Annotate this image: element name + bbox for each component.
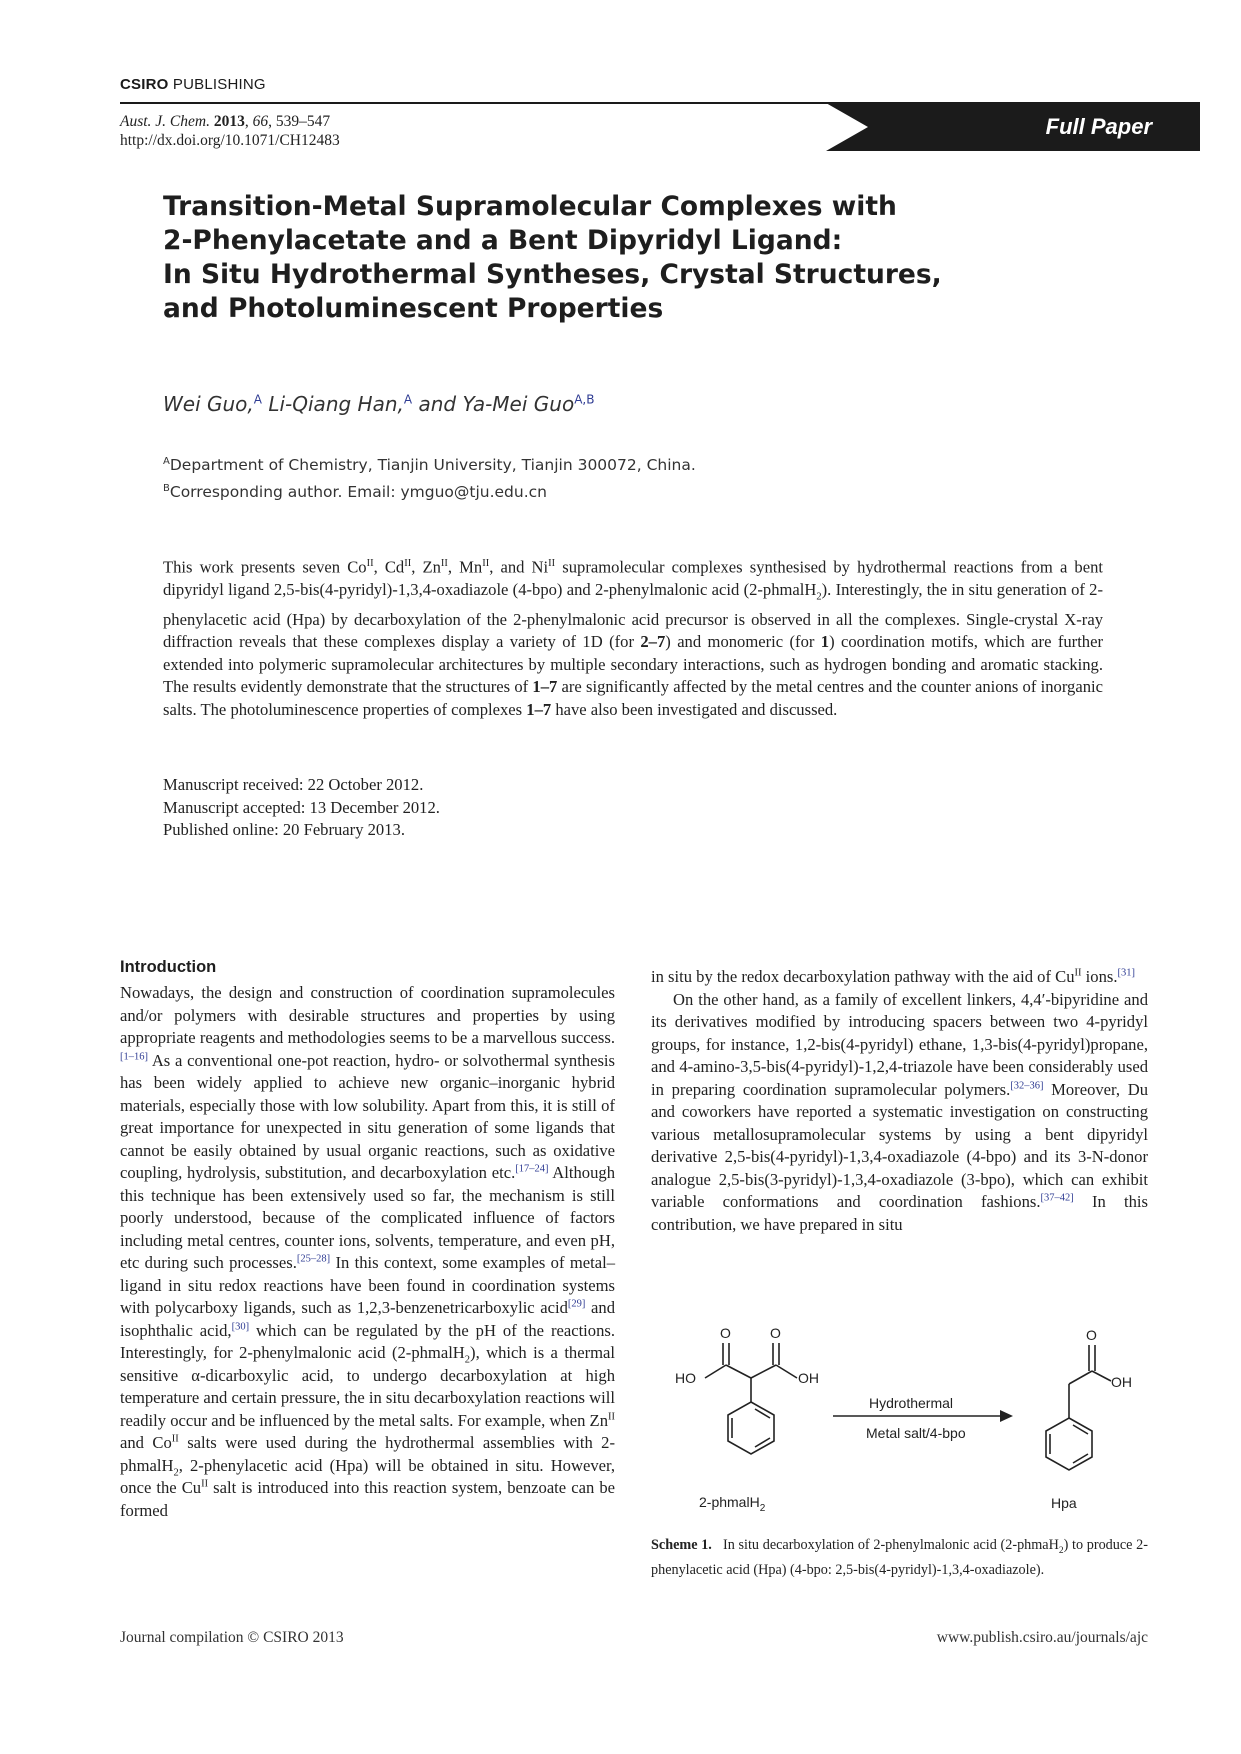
abstract: This work presents seven $Co^{II}$, $Cd^{II}$, $Zn^{II}$, $Mn^{II}$, and $Ni^{II}$ supramolecular complexes synthesised by hydrothermal reactions from a bent dipyridyl ligand 2,5-bis(4-pyridyl)-1,3,4-oxadiazole (4-bpo) and 2-phenylmalonic acid (2-phmalH$_2$). Interestingly, the in situ generation of 2-phenylacetic acid (Hpa) by decarboxylation of the 2-phenylmalonic acid precursor is observed in all the complexes. Single-crystal X-ray diffraction reveals that these complexes display a variety of 1D (for 2–7) and monomeric (for 1) coordination motifs, which are further extended into polymeric supramolecular architectures by multiple secondary interactions, such as hydrogen bonding and aromatic stacking. The results evidently demonstrate that the structures of 1–7 are significantly affected by the metal centres and the counter anions of inorganic salts. The photoluminescence properties of complexes 1–7 have also been investigated and discussed.	[163, 557, 1103, 719]
scheme-caption: Scheme 1. In situ decarboxylation of 2-phenylmalonic acid (2-phmaH$_2$) to produce 2-phenylacetic acid (Hpa) (4-bpo: 2,5-bis(4-pyridyl)-1,3,4-oxadiazole).	[651, 1537, 1148, 1578]
date-received: Manuscript received: 22 October 2012.	[163, 775, 424, 794]
author: and Ya-Mei Guo	[418, 392, 575, 416]
title-line: and Photoluminescent Properties	[163, 293, 664, 324]
manuscript-dates	[163, 774, 440, 842]
paragraph: Nowadays, the design and construction of coordination supramolecules and/or polymers with desirable structures and properties by using appropriate reagents and methodologies seems to be a marvellous success.[1–16] As a conventional one-pot reaction, hydro- or solvothermal synthesis has been widely applied to achieve new organic–inorganic hybrid materials, especially those with low solubility. Apart from this, it is still of great importance for unexpected in situ generation of some ligands that cannot be easily obtained by usual organic reactions, such as oxidative coupling, hydrolysis, substitution, and decarboxylation etc.[17–24] Although this technique has been extensively used so far, the mechanism is still poorly understood, because of the complicated influence of factors including metal centres, counter ions, solvents, temperature, and even pH, etc during such processes.[25–28] In this context, some examples of metal–ligand in situ redox reactions have been found in coordination systems with polycarboxy ligands, such as 1,2,3-benzenetricarboxylic acid[29] and isophthalic acid,[30] which can be regulated by the pH of the reactions. Interestingly, for 2-phenylmalonic acid (2-phmalH$_2$), which is a thermal sensitive α-dicarboxylic acid, to undergo decarboxylation at high temperature and certain pressure, the in situ decarboxylation reactions will readily occur and be influenced by the metal salts. For example, when $Zn^{II}$ and $Co^{II}$ salts were used during the hydrothermal assemblies with 2-phmalH$_2$, 2-phenylacetic acid (Hpa) will be obtained in situ. However, once the $Cu^{II}$ salt is introduced into this reaction system, benzoate can be formed	[120, 983, 616, 1520]
affiliation-mark[interactable]: A	[403, 392, 413, 407]
author: Li-Qiang Han,	[268, 392, 404, 416]
product-label: Hpa	[1051, 1495, 1077, 1511]
author: Wei Guo,	[163, 392, 254, 416]
title-line: Transition-Metal Supramolecular Complexes with	[163, 191, 897, 222]
citation-link[interactable]: [1–16]	[120, 1050, 148, 1062]
affiliation-mark[interactable]: A	[253, 392, 262, 407]
date-online: Published online: 20 February 2013.	[163, 820, 405, 839]
article-type-label: Full Paper	[1045, 114, 1152, 139]
citation-link[interactable]: [32–36]	[1010, 1079, 1044, 1091]
footer-url[interactable]: www.publish.csiro.au/journals/ajc	[936, 1629, 1148, 1646]
citation-link[interactable]: [30]	[231, 1320, 250, 1332]
paragraph: in situ by the redox decarboxylation pathway with the aid of $Cu^{II}$ ions.[31]	[651, 967, 1135, 986]
citation-link[interactable]: [25–28]	[296, 1253, 331, 1265]
citation-link[interactable]: [17–24]	[515, 1163, 549, 1175]
citation-link[interactable]: [31]	[1117, 967, 1135, 979]
arrow-condition-top: Hydrothermal	[869, 1395, 954, 1411]
author-list	[163, 392, 594, 416]
paper-title	[163, 190, 942, 326]
affiliation-mark[interactable]: A,B	[574, 392, 595, 407]
hydroxyl-label: HO	[675, 1370, 696, 1386]
hydroxyl-label: OH	[798, 1370, 819, 1386]
publisher-name: CSIRO PUBLISHING	[120, 76, 266, 93]
body-column-right	[651, 966, 1148, 1236]
affiliation-b: $^B$Corresponding author. Email: ymguo@tju.edu.cn	[163, 483, 547, 502]
footer-copyright: Journal compilation © CSIRO 2013	[120, 1629, 344, 1646]
section-heading: Introduction	[120, 958, 217, 976]
arrowhead	[1000, 1410, 1013, 1422]
body-column-left	[120, 982, 615, 1522]
hydroxyl-label: OH	[1111, 1374, 1132, 1390]
citation-link[interactable]: [37–42]	[1040, 1192, 1074, 1204]
reactant-label: 2-phmalH$_2$	[699, 1494, 766, 1514]
date-accepted: Manuscript accepted: 13 December 2012.	[163, 797, 440, 817]
arrow-condition-bottom: Metal salt/4-bpo	[866, 1425, 966, 1441]
journal-citation: Aust. J. Chem. 2013, 66, 539–547 http://dx.doi.org/10.1071/CH12483	[120, 113, 340, 149]
scheme-figure	[651, 1318, 1151, 1518]
reaction-scheme	[651, 1318, 1151, 1518]
citation-link[interactable]: [29]	[567, 1298, 586, 1310]
doi-link[interactable]: http://dx.doi.org/10.1071/CH12483	[120, 132, 340, 149]
article-type-banner	[826, 103, 1200, 151]
title-line: In Situ Hydrothermal Syntheses, Crystal Structures,	[163, 259, 942, 290]
paragraph: On the other hand, as a family of excellent linkers, 4,4′-bipyridine and its derivatives modified by introducing spacers between two 4-pyridyl groups, for instance, 1,2-bis(4-pyridyl) ethane, 1,3-bis(4-pyridyl)propane, and 4-amino-3,5-bis(4-pyridyl)-1,2,4-triazole have been considerably used in preparing coordination supramolecular polymers.[32–36] Moreover, Du and coworkers have reported a systematic investigation on constructing various metallosupramolecular systems by using a bent dipyridyl derivative 2,5-bis(4-pyridyl)-1,3,4-oxadiazole (4-bpo) and its 3-N-donor analogue 2,5-bis(3-pyridyl)-1,3,4-oxadiazole (3-bpo), which can exhibit variable conformations and coordination fashions.[37–42] In this contribution, we have prepared in situ	[651, 989, 1148, 1234]
oxygen-label: O	[770, 1325, 781, 1341]
affiliation-a: $^A$Department of Chemistry, Tianjin University, Tianjin 300072, China.	[163, 456, 696, 475]
oxygen-label: O	[1086, 1327, 1097, 1343]
title-line: 2-Phenylacetate and a Bent Dipyridyl Ligand:	[163, 225, 843, 256]
affiliations	[163, 450, 696, 504]
oxygen-label: O	[720, 1325, 731, 1341]
